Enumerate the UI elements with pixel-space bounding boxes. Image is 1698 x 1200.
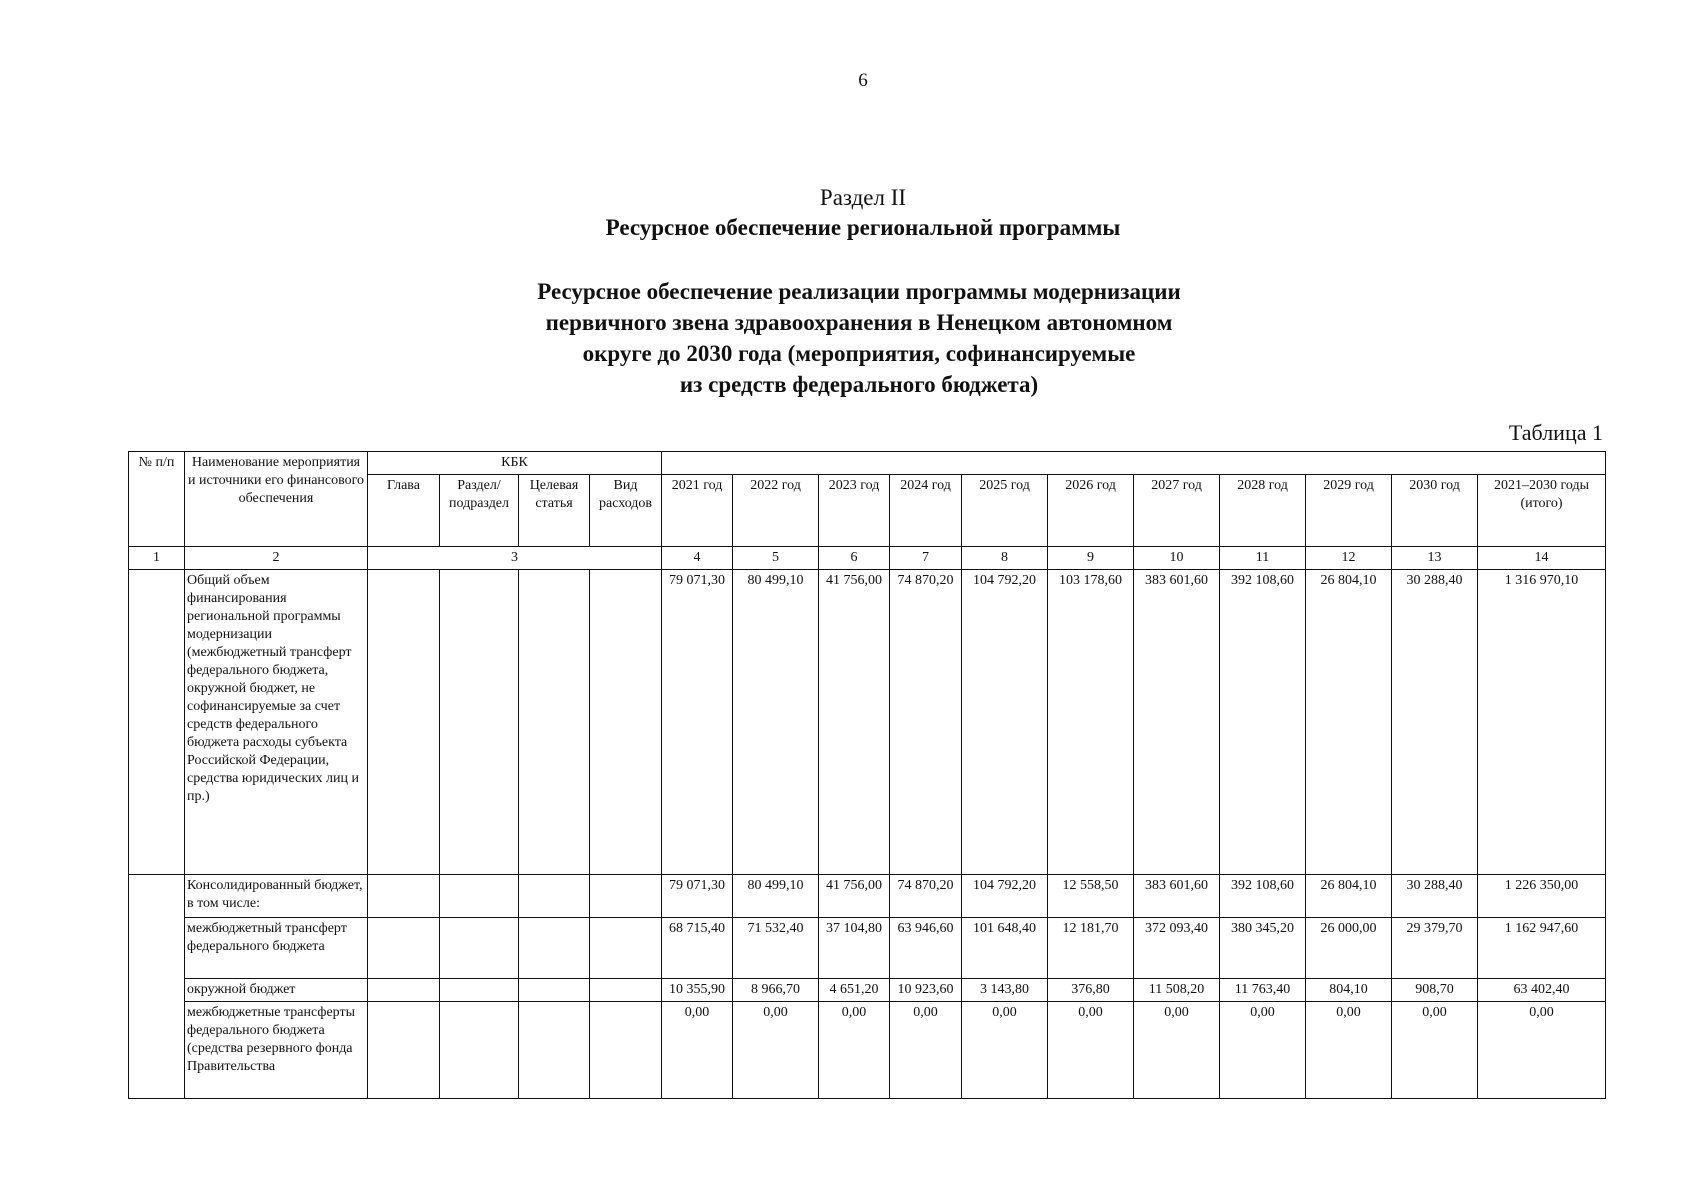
value-cell: 392 108,60 [1220,570,1306,875]
document-title-line: округе до 2030 года (мероприятия, софинансируемые [582,341,1136,366]
value-cell: 101 648,40 [962,918,1048,979]
value-cell: 0,00 [1220,1002,1306,1099]
header-kbk: КБК [368,452,662,475]
kbk-cell [368,570,440,875]
total-cell: 1 316 970,10 [1478,570,1606,875]
column-number: 11 [1220,547,1306,570]
kbk-cell [440,875,519,918]
kbk-cell [519,1002,590,1099]
value-cell: 0,00 [890,1002,962,1099]
kbk-cell [590,979,662,1002]
column-number: 6 [819,547,890,570]
value-cell: 41 756,00 [819,875,890,918]
row-num-cell [129,979,185,1002]
value-cell: 804,10 [1306,979,1392,1002]
value-cell: 10 355,90 [662,979,733,1002]
row-num-cell [129,570,185,875]
column-number: 13 [1392,547,1478,570]
value-cell: 0,00 [1134,1002,1220,1099]
value-cell: 10 923,60 [890,979,962,1002]
value-cell: 30 288,40 [1392,875,1478,918]
kbk-cell [519,570,590,875]
section-title: Ресурсное обеспечение региональной программы [605,215,1121,240]
value-cell: 0,00 [1306,1002,1392,1099]
document-title-line: первичного звена здравоохранения в Ненецком автономном [545,310,1173,335]
header-year: 2024 год [890,475,962,547]
kbk-cell [590,875,662,918]
value-cell: 103 178,60 [1048,570,1134,875]
row-num-cell [129,1002,185,1099]
value-cell: 3 143,80 [962,979,1048,1002]
value-cell: 0,00 [733,1002,819,1099]
value-cell: 0,00 [962,1002,1048,1099]
value-cell: 30 288,40 [1392,570,1478,875]
value-cell: 4 651,20 [819,979,890,1002]
header-years-group [662,452,1606,475]
value-cell: 80 499,10 [733,875,819,918]
value-cell: 0,00 [662,1002,733,1099]
row-name: Общий объем финансирования региональной программы модернизации (межбюджетный трансферт федерального бюджета, окружной бюджет, не софинансируемые за счет средств федерального бюджета расходы субъекта Российской Федерации, средства юридических лиц и пр.) [185,570,368,875]
document-title [0,276,1698,400]
value-cell: 79 071,30 [662,570,733,875]
kbk-cell [368,979,440,1002]
header-year: 2027 год [1134,475,1220,547]
kbk-cell [590,1002,662,1099]
header-year: 2021 год [662,475,733,547]
table-row [129,1002,1606,1099]
header-kbk-col: Глава [368,475,440,547]
kbk-cell [590,918,662,979]
value-cell: 26 804,10 [1306,875,1392,918]
value-cell: 380 345,20 [1220,918,1306,979]
header-kbk-col: Раздел/ подраздел [440,475,519,547]
header-year: 2026 год [1048,475,1134,547]
kbk-cell [440,979,519,1002]
value-cell: 63 946,60 [890,918,962,979]
row-num-cell [129,918,185,979]
kbk-cell [519,875,590,918]
kbk-cell [519,979,590,1002]
row-name: межбюджетные трансферты федерального бюджета (средства резервного фонда Правительства [185,1002,368,1099]
column-number: 10 [1134,547,1220,570]
value-cell: 68 715,40 [662,918,733,979]
column-number: 12 [1306,547,1392,570]
value-cell: 0,00 [1048,1002,1134,1099]
value-cell: 383 601,60 [1134,875,1220,918]
kbk-cell [368,875,440,918]
kbk-cell [368,918,440,979]
value-cell: 79 071,30 [662,875,733,918]
total-cell: 1 226 350,00 [1478,875,1606,918]
value-cell: 8 966,70 [733,979,819,1002]
value-cell: 80 499,10 [733,570,819,875]
value-cell: 372 093,40 [1134,918,1220,979]
total-cell: 63 402,40 [1478,979,1606,1002]
value-cell: 37 104,80 [819,918,890,979]
kbk-cell [590,570,662,875]
value-cell: 376,80 [1048,979,1134,1002]
header-year: 2023 год [819,475,890,547]
column-numbers-row [129,547,1606,570]
header-year: 2028 год [1220,475,1306,547]
value-cell: 0,00 [819,1002,890,1099]
column-number: 3 [368,547,662,570]
column-number: 1 [129,547,185,570]
table-header-row [129,452,1606,475]
column-number: 2 [185,547,368,570]
table-row [129,570,1606,875]
row-name: Консолидированный бюджет, в том числе: [185,875,368,918]
value-cell: 71 532,40 [733,918,819,979]
value-cell: 908,70 [1392,979,1478,1002]
value-cell: 26 804,10 [1306,570,1392,875]
table-label: Таблица 1 [1508,420,1603,445]
header-year: 2022 год [733,475,819,547]
header-year: 2029 год [1306,475,1392,547]
table-row [129,875,1606,918]
table-row [129,979,1606,1002]
value-cell: 0,00 [1392,1002,1478,1099]
value-cell: 104 792,20 [962,570,1048,875]
column-number: 7 [890,547,962,570]
value-cell: 11 763,40 [1220,979,1306,1002]
header-kbk-col: Вид расходов [590,475,662,547]
page-number: 6 [858,70,868,91]
column-number: 8 [962,547,1048,570]
value-cell: 383 601,60 [1134,570,1220,875]
value-cell: 11 508,20 [1134,979,1220,1002]
table-row [129,918,1606,979]
header-kbk-col: Целевая статья [519,475,590,547]
value-cell: 12 181,70 [1048,918,1134,979]
column-number: 5 [733,547,819,570]
header-year-total: 2021–2030 годы (итого) [1478,475,1606,547]
row-num-cell [129,875,185,918]
value-cell: 29 379,70 [1392,918,1478,979]
document-title-line: из средств федерального бюджета) [679,372,1039,397]
column-number: 14 [1478,547,1606,570]
kbk-cell [440,918,519,979]
header-num: № п/п [129,452,185,547]
kbk-cell [519,918,590,979]
value-cell: 392 108,60 [1220,875,1306,918]
value-cell: 12 558,50 [1048,875,1134,918]
column-number: 9 [1048,547,1134,570]
value-cell: 26 000,00 [1306,918,1392,979]
value-cell: 74 870,20 [890,570,962,875]
budget-table [128,451,1606,1099]
row-name: межбюджетный трансферт федерального бюджета [185,918,368,979]
header-year: 2025 год [962,475,1048,547]
header-year: 2030 год [1392,475,1478,547]
value-cell: 104 792,20 [962,875,1048,918]
kbk-cell [440,1002,519,1099]
total-cell: 0,00 [1478,1002,1606,1099]
column-number: 4 [662,547,733,570]
value-cell: 41 756,00 [819,570,890,875]
value-cell: 74 870,20 [890,875,962,918]
kbk-cell [368,1002,440,1099]
row-name: окружной бюджет [185,979,368,1002]
section-label: Раздел II [819,185,907,210]
total-cell: 1 162 947,60 [1478,918,1606,979]
document-title-line: Ресурсное обеспечение реализации программы модернизации [537,279,1181,304]
header-name: Наименование мероприятия и источники его финансового обеспечения [185,452,368,547]
kbk-cell [440,570,519,875]
